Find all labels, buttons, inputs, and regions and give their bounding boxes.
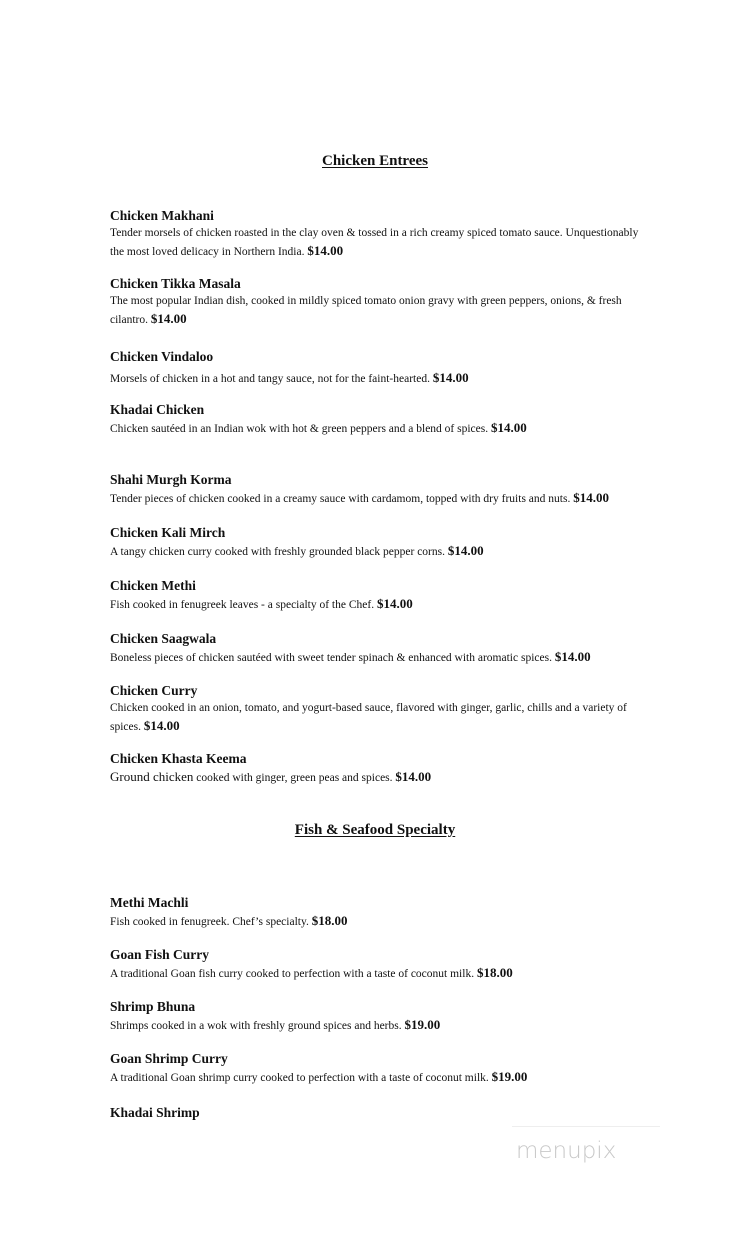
item-name: Shahi Murgh Korma bbox=[110, 472, 232, 487]
item-desc-lead: Ground chicken bbox=[110, 769, 194, 784]
item-price: $18.00 bbox=[476, 965, 513, 980]
item-name: Khadai Chicken bbox=[110, 402, 205, 417]
section-title-text: Fish & Seafood Specialty bbox=[294, 822, 456, 838]
item-price: $14.00 bbox=[554, 649, 591, 664]
item-price: $14.00 bbox=[143, 718, 180, 733]
item-price: $14.00 bbox=[573, 490, 609, 505]
menu-item-methi-machli bbox=[110, 895, 645, 931]
item-price: $19.00 bbox=[404, 1017, 441, 1032]
item-price: $14.00 bbox=[491, 420, 527, 435]
menu-item-chicken-saagwala bbox=[110, 631, 645, 667]
menu-item-shrimp-bhuna bbox=[110, 999, 645, 1035]
item-description bbox=[110, 542, 645, 561]
item-desc-text: Fish cooked in fenugreek leaves - a specialty of the Chef. bbox=[110, 599, 375, 611]
item-name: Chicken Methi bbox=[110, 578, 196, 593]
item-name: Chicken Khasta Keema bbox=[110, 751, 247, 766]
menu-item-khadai-chicken bbox=[110, 402, 645, 438]
item-desc-text: Shrimps cooked in a wok with freshly ground spices and herbs. bbox=[110, 1020, 402, 1032]
item-price: $14.00 bbox=[376, 596, 413, 611]
menu-item-chicken-vindaloo bbox=[110, 349, 645, 388]
item-price: $14.00 bbox=[432, 370, 469, 385]
item-name: Chicken Vindaloo bbox=[110, 349, 214, 364]
item-price: $14.00 bbox=[150, 311, 187, 326]
item-desc-text: Boneless pieces of chicken sautéed with sweet tender spinach & enhanced with aromatic spices. bbox=[110, 652, 552, 664]
item-desc-text: Chicken cooked in an onion, tomato, and yogurt-based sauce, flavored with ginger, garlic, chills and a variety of spices. bbox=[110, 702, 627, 733]
item-description bbox=[110, 595, 645, 614]
item-price: $14.00 bbox=[447, 543, 484, 558]
item-desc-text: The most popular Indian dish, cooked in mildly spiced tomato onion gravy with green peppers, onions, & fresh cilantro. bbox=[110, 295, 622, 326]
item-desc-text: Tender morsels of chicken roasted in the clay oven & tossed in a rich creamy spiced tomato sauce. Unquestionably the most loved delicacy in Northern India. bbox=[110, 227, 639, 258]
item-description bbox=[110, 369, 645, 388]
item-desc-text: cooked with ginger, green peas and spices. bbox=[193, 772, 393, 784]
item-name: Chicken Saagwala bbox=[110, 631, 217, 646]
item-name: Chicken Kali Mirch bbox=[110, 525, 226, 540]
item-description bbox=[110, 489, 645, 508]
item-description bbox=[110, 700, 645, 736]
item-price: $14.00 bbox=[307, 243, 344, 258]
item-desc-text: A traditional Goan fish curry cooked to perfection with a taste of coconut milk. bbox=[110, 968, 475, 980]
item-desc-text: Morsels of chicken in a hot and tangy sauce, not for the faint-hearted. bbox=[110, 373, 430, 385]
item-name: Chicken Curry bbox=[110, 683, 198, 698]
item-name: Goan Fish Curry bbox=[110, 947, 210, 962]
item-desc-text: Tender pieces of chicken cooked in a creamy sauce with cardamom, topped with dry fruits and nuts. bbox=[110, 493, 571, 505]
watermark-divider bbox=[512, 1126, 660, 1127]
menupix-watermark: menupix bbox=[516, 1138, 617, 1164]
item-description bbox=[110, 293, 645, 329]
menu-item-chicken-curry bbox=[110, 683, 645, 736]
item-description bbox=[110, 768, 645, 787]
item-description bbox=[110, 648, 645, 667]
item-desc-text: A traditional Goan shrimp curry cooked to perfection with a taste of coconut milk. bbox=[110, 1072, 489, 1084]
menu-item-chicken-makhani bbox=[110, 208, 645, 261]
item-name: Shrimp Bhuna bbox=[110, 999, 196, 1014]
item-description bbox=[110, 912, 645, 931]
item-desc-text: Fish cooked in fenugreek. Chef’s specialty. bbox=[110, 916, 309, 928]
menu-item-goan-shrimp-curry bbox=[110, 1051, 645, 1087]
item-description bbox=[110, 225, 645, 261]
section-title-fish-seafood bbox=[0, 822, 750, 839]
item-description bbox=[110, 419, 645, 438]
menu-item-chicken-methi bbox=[110, 578, 645, 614]
item-price: $19.00 bbox=[491, 1069, 528, 1084]
section-title-text: Chicken Entrees bbox=[322, 153, 428, 169]
menu-item-chicken-khasta-keema bbox=[110, 751, 645, 787]
menu-item-chicken-kali-mirch bbox=[110, 525, 645, 561]
menu-item-chicken-tikka-masala bbox=[110, 276, 645, 329]
item-desc-text: A tangy chicken curry cooked with freshly grounded black pepper corns. bbox=[110, 546, 445, 558]
item-description bbox=[110, 1068, 645, 1087]
item-name: Chicken Makhani bbox=[110, 208, 214, 223]
section-title-chicken-entrees bbox=[0, 153, 750, 170]
item-description bbox=[110, 1016, 645, 1035]
item-price: $18.00 bbox=[311, 913, 348, 928]
item-description bbox=[110, 964, 645, 983]
menu-item-khadai-shrimp bbox=[110, 1105, 645, 1122]
item-name: Goan Shrimp Curry bbox=[110, 1051, 228, 1066]
item-name: Khadai Shrimp bbox=[110, 1105, 200, 1120]
menu-item-goan-fish-curry bbox=[110, 947, 645, 983]
item-desc-text: Chicken sautéed in an Indian wok with hot & green peppers and a blend of spices. bbox=[110, 423, 489, 435]
item-name: Chicken Tikka Masala bbox=[110, 276, 241, 291]
menu-item-shahi-murgh-korma bbox=[110, 472, 645, 508]
item-price: $14.00 bbox=[395, 769, 432, 784]
item-name: Methi Machli bbox=[110, 895, 189, 910]
